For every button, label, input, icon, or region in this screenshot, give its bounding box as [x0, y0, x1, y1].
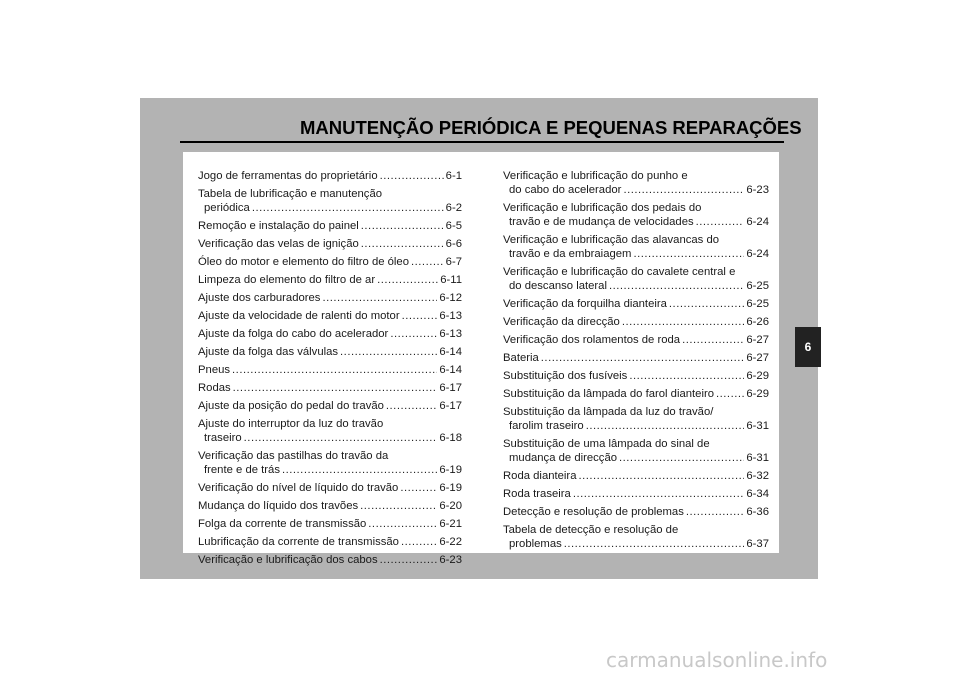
- toc-entry[interactable]: [503, 437, 769, 465]
- toc-entry[interactable]: [198, 449, 462, 477]
- toc-entry[interactable]: [503, 487, 769, 501]
- chapter-title: MANUTENÇÃO PERIÓDICA E PEQUENAS REPARAÇÕES: [300, 117, 802, 138]
- toc-entry-title: Ajuste da folga do cabo do acelerador: [198, 328, 389, 340]
- toc-entry[interactable]: [198, 255, 462, 269]
- dot-leader: [402, 309, 438, 323]
- toc-entry-title: do descanso lateral: [509, 280, 607, 292]
- toc-entry-title: Verificação e lubrificação dos pedais do: [503, 202, 702, 214]
- toc-entry-title: Ajuste da velocidade de ralenti do motor: [198, 310, 400, 322]
- toc-entry[interactable]: [503, 369, 769, 383]
- toc-entry-title: frente e de trás: [204, 464, 280, 476]
- toc-entry-title: Ajuste da posição do pedal do travão: [198, 400, 384, 412]
- dot-leader: [716, 387, 744, 401]
- toc-entry-title: Mudança do líquido dos travões: [198, 500, 359, 512]
- toc-entry-title: Verificação da direcção: [503, 316, 620, 328]
- toc-page-number: 6-14: [439, 364, 462, 376]
- toc-page-number: 6-29: [746, 388, 769, 400]
- toc-entry[interactable]: [503, 387, 769, 401]
- toc-page-number: 6-1: [445, 170, 462, 182]
- toc-entry-title: Verificação da forquilha dianteira: [503, 298, 667, 310]
- toc-entry-title: Verificação e lubrificação do cavalete central e: [503, 266, 736, 278]
- dot-leader: [633, 247, 744, 261]
- dot-leader: [669, 297, 744, 311]
- toc-entry[interactable]: [198, 399, 462, 413]
- dot-leader: [232, 363, 437, 377]
- toc-entry[interactable]: [198, 291, 462, 305]
- toc-page-number: 6-19: [439, 464, 462, 476]
- dot-leader: [573, 487, 745, 501]
- toc-entry-title: Roda dianteira: [503, 470, 577, 482]
- dot-leader: [282, 463, 437, 477]
- toc-page-number: 6-21: [439, 518, 462, 530]
- toc-entry[interactable]: [198, 481, 462, 495]
- toc-page-number: 6-11: [440, 274, 462, 286]
- toc-entry-title: Verificação e lubrificação das alavancas do: [503, 234, 720, 246]
- toc-entry-title: Roda traseira: [503, 488, 571, 500]
- toc-entry[interactable]: [503, 505, 769, 519]
- toc-entry-title: Tabela de lubrificação e manutenção: [198, 188, 383, 200]
- toc-entry[interactable]: [503, 315, 769, 329]
- toc-right-column: [503, 169, 769, 555]
- toc-entry-title: Substituição dos fusíveis: [503, 370, 628, 382]
- toc-page-number: 6-27: [746, 352, 769, 364]
- toc-entry-title: Verificação das pastilhas do travão da: [198, 450, 389, 462]
- chapter-tab[interactable]: 6: [795, 327, 821, 367]
- toc-entry[interactable]: [198, 327, 462, 341]
- toc-entry[interactable]: [198, 553, 462, 567]
- watermark: carmanualsonline.info: [606, 648, 828, 672]
- toc-entry[interactable]: [503, 523, 769, 551]
- toc-entry[interactable]: [198, 273, 462, 287]
- toc-page-number: 6-20: [439, 500, 462, 512]
- dot-leader: [380, 553, 438, 567]
- toc-entry[interactable]: [198, 219, 462, 233]
- dot-leader: [361, 237, 444, 251]
- toc-entry[interactable]: [198, 345, 462, 359]
- toc-entry[interactable]: [198, 517, 462, 531]
- dot-leader: [322, 291, 437, 305]
- toc-entry-title: problemas: [509, 538, 562, 550]
- dot-leader: [564, 537, 745, 551]
- dot-leader: [623, 183, 744, 197]
- toc-entry-title: Detecção e resolução de problemas: [503, 506, 684, 518]
- toc-entry[interactable]: [198, 363, 462, 377]
- toc-entry-title: Verificação das velas de ignição: [198, 238, 359, 250]
- toc-entry-title: Folga da corrente de transmissão: [198, 518, 367, 530]
- toc-entry[interactable]: [503, 265, 769, 293]
- toc-entry[interactable]: [503, 233, 769, 261]
- toc-entry[interactable]: [503, 333, 769, 347]
- dot-leader: [541, 351, 745, 365]
- toc-entry-title: Substituição de uma lâmpada do sinal de: [503, 438, 710, 450]
- dot-leader: [368, 517, 437, 531]
- toc-entry[interactable]: [198, 169, 462, 183]
- toc-page-number: 6-27: [746, 334, 769, 346]
- toc-page-number: 6-2: [445, 202, 462, 214]
- dot-leader: [696, 215, 745, 229]
- toc-left-column: [198, 169, 462, 571]
- toc-page-number: 6-6: [445, 238, 462, 250]
- toc-entry-title: Limpeza do elemento do filtro de ar: [198, 274, 376, 286]
- toc-entry[interactable]: [198, 309, 462, 323]
- toc-page-number: 6-26: [746, 316, 769, 328]
- toc-page-number: 6-32: [746, 470, 769, 482]
- dot-leader: [390, 327, 437, 341]
- toc-entry-title: Verificação e lubrificação dos cabos: [198, 554, 378, 566]
- toc-page-number: 6-5: [445, 220, 462, 232]
- toc-entry[interactable]: [503, 469, 769, 483]
- toc-entry-title: Rodas: [198, 382, 231, 394]
- toc-entry[interactable]: [198, 237, 462, 251]
- toc-page-number: 6-36: [746, 506, 769, 518]
- dot-leader: [400, 481, 437, 495]
- toc-entry[interactable]: [198, 381, 462, 395]
- toc-entry-title: travão e de mudança de velocidades: [509, 216, 694, 228]
- toc-entry[interactable]: [503, 297, 769, 311]
- toc-entry-title: Remoção e instalação do painel: [198, 220, 359, 232]
- toc-page-number: 6-18: [439, 432, 462, 444]
- toc-entry-title: Jogo de ferramentas do proprietário: [198, 170, 378, 182]
- toc-entry-title: Verificação dos rolamentos de roda: [503, 334, 681, 346]
- dot-leader: [377, 273, 438, 287]
- dot-leader: [622, 315, 745, 329]
- toc-entry-title: Verificação e lubrificação do punho e: [503, 170, 688, 182]
- dot-leader: [233, 381, 438, 395]
- toc-entry-title: Lubrificação da corrente de transmissão: [198, 536, 399, 548]
- toc-page-number: 6-14: [439, 346, 462, 358]
- toc-entry-title: Substituição da lâmpada da luz do travão/: [503, 406, 714, 418]
- toc-page-number: 6-19: [439, 482, 462, 494]
- toc-entry-title: Óleo do motor e elemento do filtro de óleo: [198, 256, 410, 268]
- toc-entry-title: Tabela de detecção e resolução de: [503, 524, 679, 536]
- toc-entry[interactable]: [503, 169, 769, 197]
- dot-leader: [578, 469, 744, 483]
- toc-entry[interactable]: [198, 499, 462, 513]
- toc-entry[interactable]: [503, 351, 769, 365]
- toc-page-number: 6-24: [746, 248, 769, 260]
- dot-leader: [609, 279, 744, 293]
- dot-leader: [629, 369, 744, 383]
- toc-page-number: 6-31: [746, 420, 769, 432]
- toc-page-number: 6-17: [439, 382, 462, 394]
- toc-page-number: 6-13: [439, 310, 462, 322]
- toc-page-number: 6-25: [746, 280, 769, 292]
- toc-entry[interactable]: [198, 417, 462, 445]
- dot-leader: [386, 399, 437, 413]
- toc-entry[interactable]: [503, 201, 769, 229]
- dot-leader: [361, 219, 444, 233]
- toc-page-number: 6-25: [746, 298, 769, 310]
- toc-page-number: 6-24: [746, 216, 769, 228]
- dot-leader: [252, 201, 444, 215]
- toc-entry-title: Substituição da lâmpada do farol dianteiro: [503, 388, 715, 400]
- toc-page-number: 6-34: [746, 488, 769, 500]
- toc-entry-title: mudança de direcção: [509, 452, 618, 464]
- toc-entry-title: do cabo do acelerador: [509, 184, 622, 196]
- toc-entry[interactable]: [198, 535, 462, 549]
- toc-page-number: 6-37: [746, 538, 769, 550]
- toc-page-number: 6-13: [439, 328, 462, 340]
- toc-page-number: 6-12: [439, 292, 462, 304]
- toc-entry-title: farolim traseiro: [509, 420, 584, 432]
- dot-leader: [244, 431, 438, 445]
- toc-page-number: 6-7: [445, 256, 462, 268]
- toc-entry-title: traseiro: [204, 432, 242, 444]
- toc-entry-title: periódica: [204, 202, 250, 214]
- toc-page-number: 6-31: [746, 452, 769, 464]
- dot-leader: [380, 169, 444, 183]
- toc-page-number: 6-23: [439, 554, 462, 566]
- toc-page-number: 6-29: [746, 370, 769, 382]
- toc-page-number: 6-22: [439, 536, 462, 548]
- title-rule: [180, 141, 784, 143]
- dot-leader: [340, 345, 437, 359]
- toc-page-number: 6-23: [746, 184, 769, 196]
- toc-entry-title: Ajuste da folga das válvulas: [198, 346, 339, 358]
- dot-leader: [401, 535, 437, 549]
- toc-entry-title: Ajuste do interruptor da luz do travão: [198, 418, 384, 430]
- dot-leader: [619, 451, 744, 465]
- toc-page-number: 6-17: [439, 400, 462, 412]
- dot-leader: [686, 505, 745, 519]
- toc-entry-title: travão e da embraiagem: [509, 248, 632, 260]
- dot-leader: [411, 255, 444, 269]
- toc-entry[interactable]: [198, 187, 462, 215]
- dot-leader: [586, 419, 745, 433]
- dot-leader: [360, 499, 437, 513]
- toc-entry[interactable]: [503, 405, 769, 433]
- toc-entry-title: Verificação do nível de líquido do travão: [198, 482, 399, 494]
- toc-entry-title: Ajuste dos carburadores: [198, 292, 321, 304]
- dot-leader: [682, 333, 744, 347]
- toc-entry-title: Bateria: [503, 352, 539, 364]
- toc-entry-title: Pneus: [198, 364, 231, 376]
